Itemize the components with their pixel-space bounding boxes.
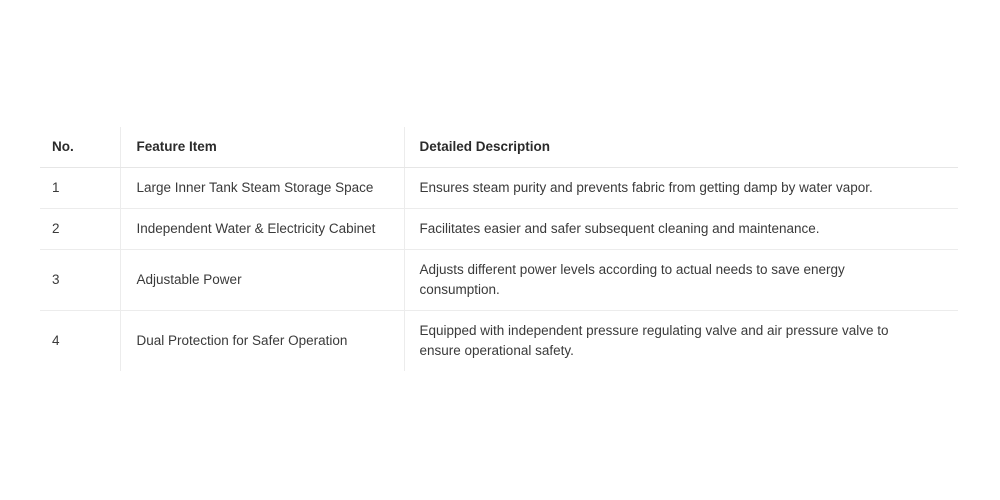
row-number: 4: [52, 333, 60, 348]
table-row: [40, 209, 958, 250]
feature-description: Equipped with independent pressure regulating valve and air pressure valve to ensure operational safety.: [404, 311, 958, 372]
row-number: 3: [40, 250, 120, 311]
table-header: [40, 127, 958, 168]
header-detailed-description: Detailed Description: [404, 127, 958, 168]
feature-description: Adjusts different power levels according to actual needs to save energy consumption.: [404, 250, 958, 311]
feature-description: Ensures steam purity and prevents fabric from getting damp by water vapor.: [404, 168, 958, 209]
header-row: [40, 127, 958, 168]
table-row: [40, 168, 958, 209]
feature-item: Large Inner Tank Steam Storage Space: [120, 168, 404, 209]
table-row: [40, 250, 958, 311]
header-feature-item: Feature Item: [120, 127, 404, 168]
table-body: [40, 168, 958, 372]
feature-table-container: [40, 127, 958, 371]
row-number: 1: [40, 168, 120, 209]
feature-item: Dual Protection for Safer Operation: [120, 311, 404, 372]
feature-table: [40, 127, 958, 371]
table-row: [40, 311, 958, 372]
header-no: No.: [40, 127, 120, 168]
row-number: 2: [40, 209, 120, 250]
feature-item: Independent Water & Electricity Cabinet: [120, 209, 404, 250]
feature-description: Facilitates easier and safer subsequent cleaning and maintenance.: [404, 209, 958, 250]
feature-item: Adjustable Power: [120, 250, 404, 311]
